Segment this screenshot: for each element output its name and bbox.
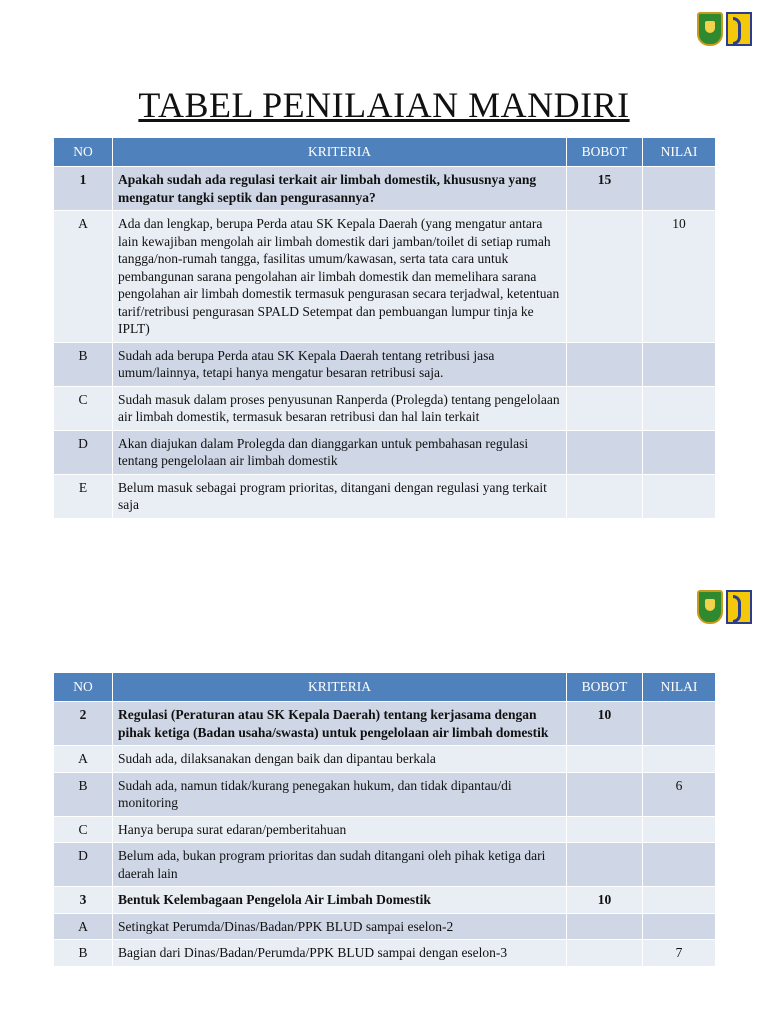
table-row [54,386,716,430]
cell-no: B [54,772,113,816]
cell-no: 3 [54,887,113,914]
assessment-table-2 [53,672,716,967]
cell-bobot [567,474,643,518]
cell-nilai [643,430,716,474]
cell-no: C [54,386,113,430]
table-header-row [54,673,716,702]
cell-bobot [567,430,643,474]
cell-nilai [643,474,716,518]
cell-no: D [54,843,113,887]
table-row [54,913,716,940]
cell-no: 2 [54,702,113,746]
table-header-row [54,138,716,167]
cell-no: D [54,430,113,474]
cell-no: A [54,211,113,343]
cell-nilai: 6 [643,772,716,816]
cell-kriteria: Hanya berupa surat edaran/pemberitahuan [113,816,567,843]
table-row [54,772,716,816]
cell-bobot [567,772,643,816]
page-title: TABEL PENILAIAN MANDIRI [138,85,630,125]
cell-kriteria: Sudah ada, namun tidak/kurang penegakan hukum, dan tidak dipantau/di monitoring [113,772,567,816]
header-no: NO [54,138,113,167]
header-nilai: NILAI [643,138,716,167]
cell-nilai [643,342,716,386]
cell-bobot [567,342,643,386]
cell-no: B [54,940,113,967]
cell-nilai [643,816,716,843]
cell-bobot [567,746,643,773]
cell-kriteria: Setingkat Perumda/Dinas/Badan/PPK BLUD sampai eselon-2 [113,913,567,940]
cell-kriteria: Akan diajukan dalam Prolegda dan dianggarkan untuk pembahasan regulasi tentang pengelolaan air limbah domestik [113,430,567,474]
cell-no: E [54,474,113,518]
cell-no: C [54,816,113,843]
cell-bobot: 10 [567,887,643,914]
table-row [54,746,716,773]
cell-nilai [643,386,716,430]
cell-bobot [567,211,643,343]
cell-no: 1 [54,167,113,211]
cell-bobot: 15 [567,167,643,211]
table-row [54,843,716,887]
cell-nilai: 10 [643,211,716,343]
header-kriteria: KRITERIA [113,673,567,702]
cell-kriteria: Belum masuk sebagai program prioritas, ditangani dengan regulasi yang terkait saja [113,474,567,518]
cell-kriteria: Sudah masuk dalam proses penyusunan Ranperda (Prolegda) tentang pengelolaan air limbah domestik, termasuk besaran retribusi dan hal lain terkait [113,386,567,430]
cell-nilai [643,167,716,211]
cell-kriteria: Belum ada, bukan program prioritas dan sudah ditangani oleh pihak ketiga dari daerah lain [113,843,567,887]
table-row [54,702,716,746]
table-row [54,211,716,343]
cell-nilai [643,746,716,773]
cell-nilai [643,843,716,887]
logo [697,590,752,624]
regional-emblem-icon [697,590,723,624]
pu-ministry-logo-icon [726,590,752,624]
header-nilai: NILAI [643,673,716,702]
logo [697,12,752,46]
regional-emblem-icon [697,12,723,46]
cell-nilai: 7 [643,940,716,967]
cell-no: A [54,913,113,940]
cell-bobot [567,843,643,887]
assessment-table-1 [53,137,716,519]
header-no: NO [54,673,113,702]
cell-nilai [643,702,716,746]
cell-nilai [643,887,716,914]
table-row [54,887,716,914]
cell-kriteria: Regulasi (Peraturan atau SK Kepala Daerah) tentang kerjasama dengan pihak ketiga (Badan usaha/swasta) untuk pengelolaan air limbah domestik [113,702,567,746]
table-body [54,167,716,519]
table-row [54,474,716,518]
cell-kriteria: Bagian dari Dinas/Badan/Perumda/PPK BLUD sampai dengan eselon-3 [113,940,567,967]
cell-bobot [567,913,643,940]
cell-kriteria: Sudah ada, dilaksanakan dengan baik dan dipantau berkala [113,746,567,773]
pu-ministry-logo-icon [726,12,752,46]
cell-nilai [643,913,716,940]
header-bobot: BOBOT [567,138,643,167]
table-body [54,702,716,967]
table-row [54,167,716,211]
cell-kriteria: Bentuk Kelembagaan Pengelola Air Limbah Domestik [113,887,567,914]
table-row [54,430,716,474]
cell-bobot [567,940,643,967]
cell-bobot [567,386,643,430]
cell-no: A [54,746,113,773]
table-row [54,940,716,967]
table-row [54,342,716,386]
cell-kriteria: Ada dan lengkap, berupa Perda atau SK Kepala Daerah (yang mengatur antara lain kewajiban mengolah air limbah domestik dari jamban/toilet di setiap rumah tangga/non-rumah tangga, fasilitas umum/kawasan, serta tata cara untuk pembangunan sarana pengolahan air limbah domestik dan memelihara sarana pengolahan air limbah domestik termasuk pengurasan secara terjadwal, ketentuan tarif/retribusi pengurasan SPALD Setempat dan pembuangan lumpur tinja ke IPLT) [113,211,567,343]
cell-kriteria: Sudah ada berupa Perda atau SK Kepala Daerah tentang retribusi jasa umum/lainnya, tetapi hanya mengatur besaran retribusi saja. [113,342,567,386]
cell-bobot [567,816,643,843]
header-bobot: BOBOT [567,673,643,702]
table-row [54,816,716,843]
cell-no: B [54,342,113,386]
cell-bobot: 10 [567,702,643,746]
cell-kriteria: Apakah sudah ada regulasi terkait air limbah domestik, khususnya yang mengatur tangki septik dan pengurasannya? [113,167,567,211]
header-kriteria: KRITERIA [113,138,567,167]
